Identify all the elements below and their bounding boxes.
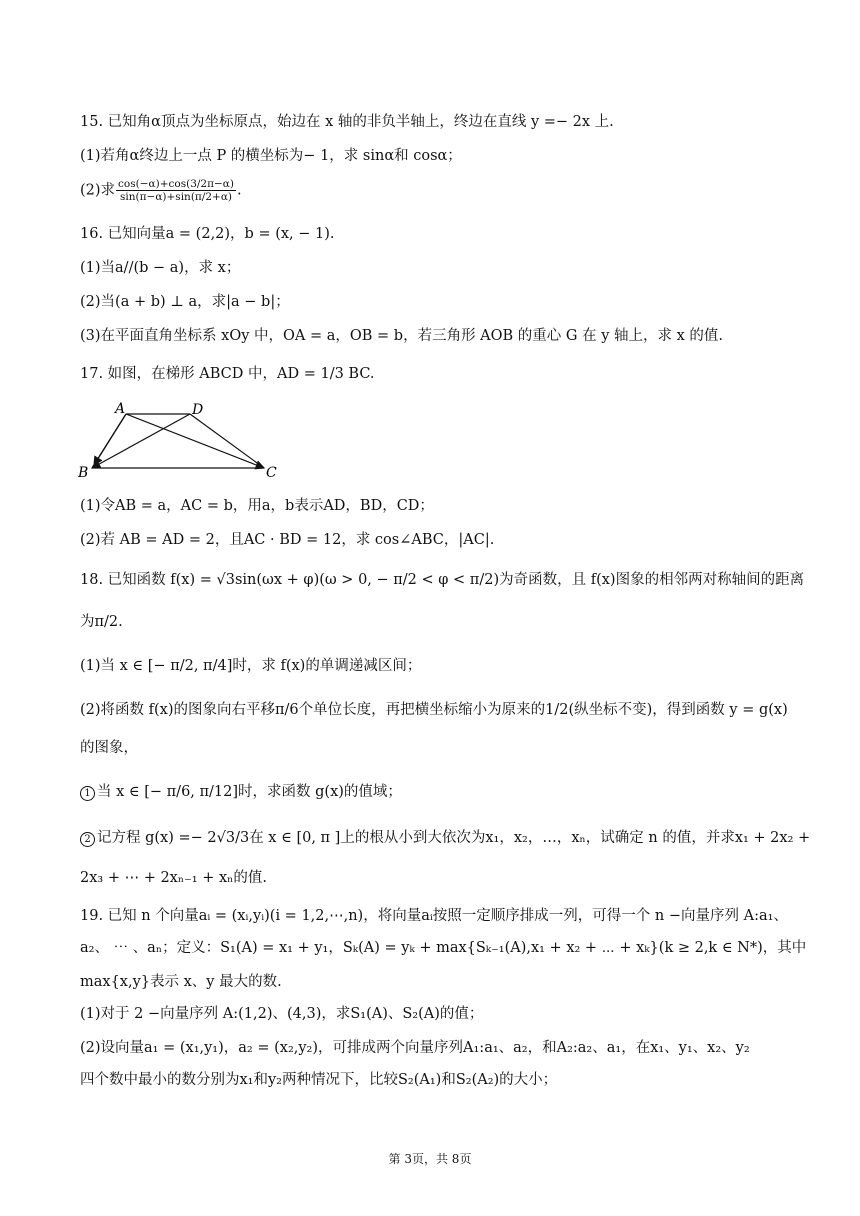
label-c: C [266, 465, 277, 478]
q16-stem: 16. 已知向量a = (2,2)，b = (x, − 1). [80, 226, 335, 242]
diagonal-db [92, 414, 190, 468]
page-footer: 第 3页，共 8页 [388, 1152, 472, 1166]
q19-line1: 19. 已知 n 个向量aᵢ = (xᵢ,yᵢ)(i = 1,2,⋯,n)，将向量aᵢ按照一定顺序排成一列，可得一个 n −向量序列 A:a₁、 [80, 908, 788, 924]
q18-sub2-line1 [80, 828, 810, 848]
q18-stem-line2: 为π/2. [80, 614, 123, 630]
q15-fraction-denominator: sin(π−α)+sin(π/2+α) [120, 191, 233, 203]
q18-sub2-line2: 2x₃ + ⋯ + 2xₙ₋₁ + xₙ的值. [80, 870, 268, 886]
edge-dc [190, 414, 264, 468]
q19-part2-line2: 四个数中最小的数分别为x₁和y₂两种情况下，比较S₂(A₁)和S₂(A₂)的大小； [80, 1072, 558, 1088]
q17-part1: (1)令AB = a，AC = b，用a，b表示AD，BD，CD； [80, 498, 434, 514]
circled-one-icon: 1 [80, 786, 95, 801]
q15-part2: (2)求 $\frac{\cos(-\alpha)+\cos(3/2\pi-\alpha)}{\sin(\pi-\alpha)+\sin(\pi/2+\alpha)}$ . [80, 178, 242, 203]
q19-part2-line1: (2)设向量a₁ = (x₁,y₁)，a₂ = (x₂,y₂)，可排成两个向量序列A₁:a₁、a₂，和A₂:a₂、a₁，在x₁、y₁、x₂、y₂ [80, 1040, 750, 1056]
q19-line3: max{x,y}表示 x、y 最大的数. [80, 974, 282, 990]
trapezoid-figure [78, 398, 288, 478]
q19-part1: (1)对于 2 −向量序列 A:(1,2)、(4,3)，求S₁(A)、S₂(A)的值； [80, 1006, 484, 1022]
q18-stem-line1: 18. 已知函数 f(x) = √3sin(ωx + φ)(ω > 0, − π/2 < φ < π/2)为奇函数，且 f(x)图象的相邻两对称轴间的距离 [80, 572, 805, 588]
q17-part2: (2)若 AB = AD = 2，且AC · BD = 12，求 cos∠ABC，|AC|. [80, 532, 495, 548]
label-d: D [192, 402, 204, 418]
q17-stem: 17. 如图，在梯形 ABCD 中，AD = 1/3 BC. [80, 366, 375, 382]
q18-sub1 [80, 782, 402, 802]
q16-part1: (1)当a//(b − a)，求 x； [80, 260, 241, 276]
label-b: B [78, 465, 89, 478]
q15-part1: (1)若角α终边上一点 P 的横坐标为− 1，求 sinα和 cosα； [80, 148, 462, 164]
diagonal-ac [126, 414, 264, 468]
circled-two-icon: 2 [80, 832, 95, 847]
q15-stem: 15. 已知角α顶点为坐标原点，始边在 x 轴的非负半轴上，终边在直线 y =− 2x 上. [80, 114, 614, 130]
edge-ab-arrow [94, 414, 126, 465]
label-a: A [115, 401, 126, 417]
q16-part3: (3)在平面直角坐标系 xOy 中，OA = a，OB = b，若三角形 AOB 的重心 G 在 y 轴上，求 x 的值. [80, 328, 724, 344]
q15-part2-prefix: (2)求 [80, 182, 116, 199]
q19-line2: a₂、 ⋯ 、aₙ；定义：S₁(A) = x₁ + y₁，Sₖ(A) = yₖ + max{Sₖ₋₁(A),x₁ + x₂ + ⋯ + xₖ}(k ≥ 2,k ∈ N*)，其中 [80, 940, 807, 956]
q16-part2: (2)当(a + b) ⊥ a，求|a − b|； [80, 294, 290, 310]
q18-part2-line1: (2)将函数 f(x)的图象向右平移π/6个单位长度，再把横坐标缩小为原来的1/2(纵坐标不变)，得到函数 y = g(x) [80, 702, 788, 718]
q18-sub2-text: 记方程 g(x) =− 2√3/3在 x ∈ [0, π ]上的根从小到大依次为x₁，x₂，…，xₙ，试确定 n 的值，并求x₁ + 2x₂ + [97, 830, 811, 846]
q18-sub1-text: 当 x ∈ [− π/6, π/12]时，求函数 g(x)的值域； [97, 784, 402, 800]
q15-fraction-numerator: cos(−α)+cos(3/2π−α) [118, 178, 234, 190]
q18-part1: (1)当 x ∈ [− π/2, π/4]时，求 f(x)的单调递减区间； [80, 658, 422, 674]
q15-fraction [116, 178, 236, 203]
q18-part2-line2: 的图象， [80, 740, 138, 756]
